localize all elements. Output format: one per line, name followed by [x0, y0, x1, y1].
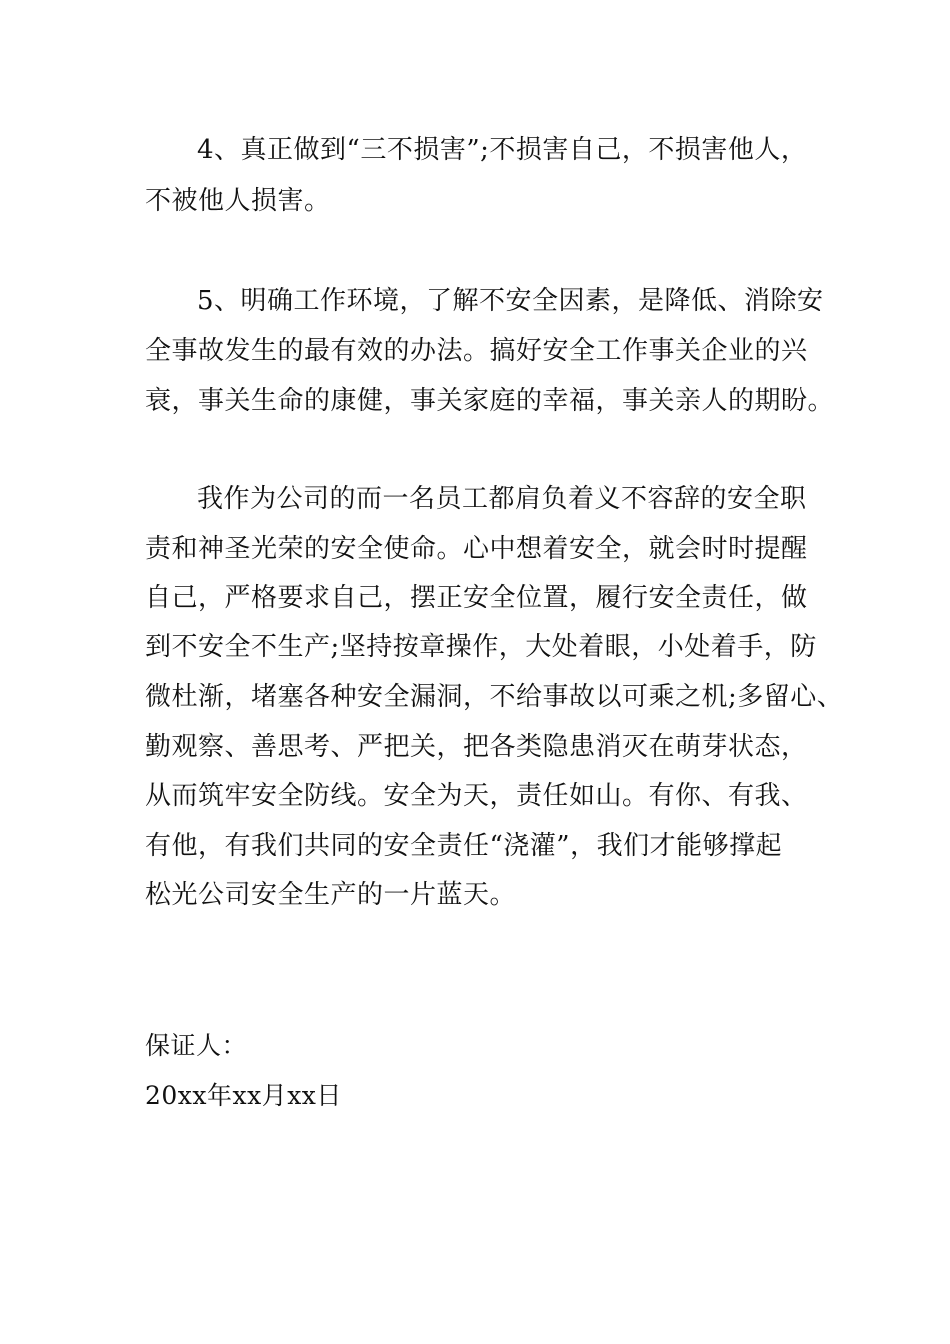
paragraph-line: 全事故发生的最有效的办法。搞好安全工作事关企业的兴 — [145, 336, 808, 366]
paragraph-line: 不被他人损害。 — [145, 186, 331, 216]
paragraph-line: 我作为公司的而一名员工都肩负着义不容辞的安全职 — [197, 484, 807, 514]
paragraph-line: 责和神圣光荣的安全使命。心中想着安全，就会时时提醒 — [145, 534, 808, 564]
guarantor-label: 保证人： — [145, 1031, 248, 1060]
paragraph-line: 松光公司安全生产的一片蓝天。 — [145, 880, 517, 910]
signature-date: 20xx年xx月xx日 — [145, 1081, 342, 1110]
paragraph-line: 自己，严格要求自己，摆正安全位置，履行安全责任，做 — [145, 583, 808, 613]
paragraph-line: 5、明确工作环境，了解不安全因素，是降低、消除安 — [197, 286, 824, 316]
paragraph-line: 从而筑牢安全防线。安全为天，责任如山。有你、有我、 — [145, 781, 808, 811]
paragraph-line: 有他，有我们共同的安全责任“浇灌”，我们才能够撑起 — [145, 831, 783, 861]
paragraph-line: 勤观察、善思考、严把关，把各类隐患消灭在萌芽状态， — [145, 732, 808, 762]
paragraph-line: 衰，事关生命的康健，事关家庭的幸福，事关亲人的期盼。 — [145, 386, 835, 416]
paragraph-line: 微杜渐，堵塞各种安全漏洞，不给事故以可乘之机;多留心、 — [145, 682, 844, 712]
paragraph-line: 4、真正做到“三不损害”;不损害自己，不损害他人， — [197, 135, 808, 165]
paragraph-line: 到不安全不生产;坚持按章操作，大处着眼，小处着手，防 — [145, 632, 817, 662]
